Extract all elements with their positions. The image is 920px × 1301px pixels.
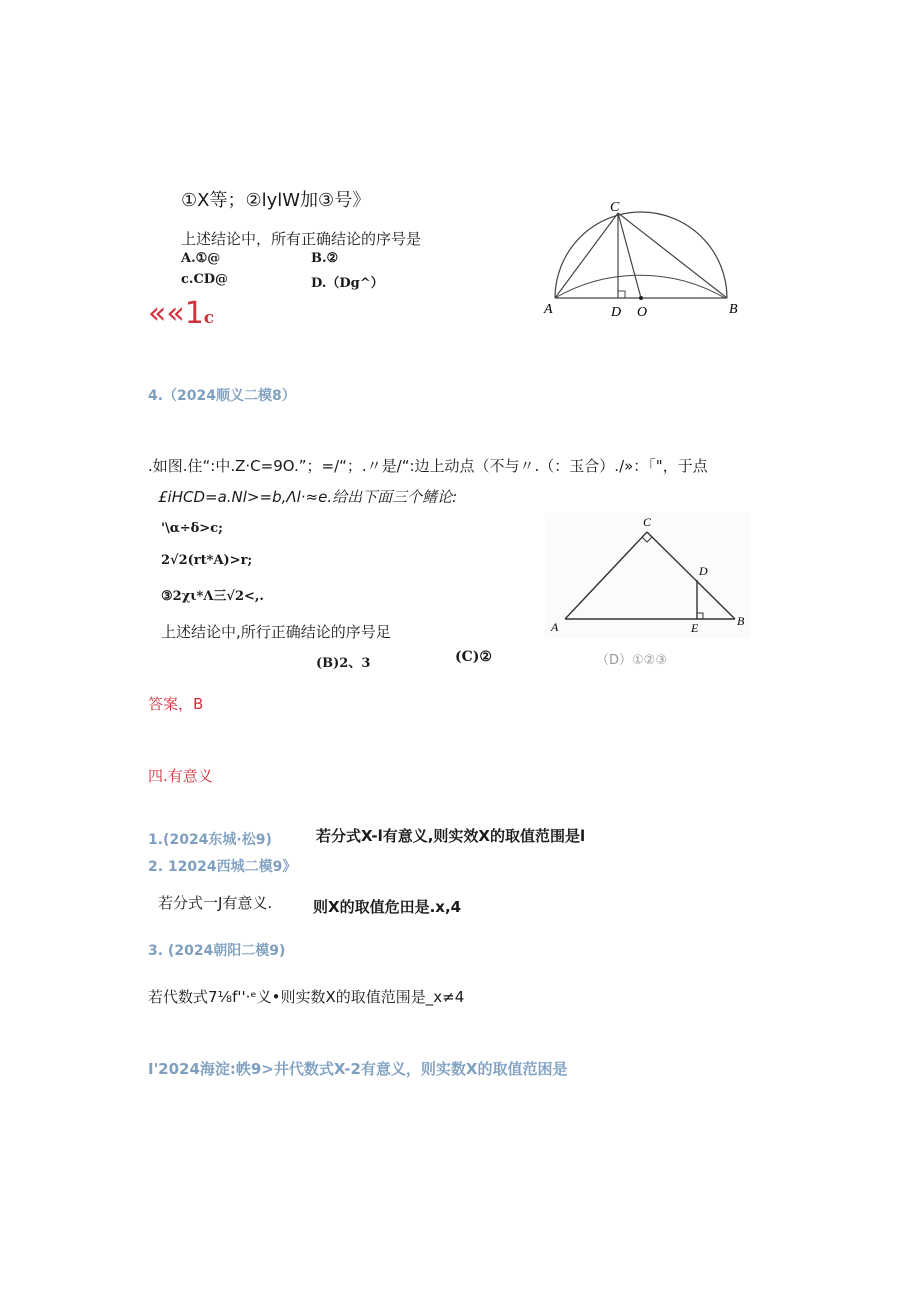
label-b2: B	[737, 614, 745, 628]
segment-co	[618, 213, 641, 298]
label-d2: D	[699, 564, 708, 578]
label-c2: C	[643, 515, 652, 529]
answer-mark	[148, 296, 214, 331]
item4-line: I'2024海淀:帙9>井代数式X-2有意义，则实数X的取值范困是	[148, 1060, 568, 1078]
label-d: D	[611, 305, 622, 320]
segment-cb	[618, 213, 727, 298]
label-a2: A	[551, 620, 559, 634]
item1-body: 若分式X-l有意义,则实效X的取值范围是l	[316, 827, 586, 845]
label-o: O	[637, 305, 648, 320]
item2-body-b: 则X的取值危田是.x,4	[313, 898, 462, 916]
q4-question: 上述结论中,所行正确结论的序号足	[161, 623, 391, 641]
option-b: B.②	[311, 251, 339, 266]
q4-option-c: (C)②	[455, 649, 492, 665]
answer-mark-small: c	[203, 308, 215, 328]
triangle-figure	[545, 513, 750, 638]
center-point-o	[639, 296, 643, 300]
option-c: c.CD@	[181, 272, 229, 287]
q4-header: 4.（2024顺义二模8）	[148, 388, 296, 404]
q4-line1: .如图.住“:中.Z·C=9O.”；=/“；.〃是/“:边上动点（不与〃.（：玉合）./»：「"，于点	[148, 457, 708, 475]
option-a: A.①@	[181, 251, 221, 266]
label-c: C	[610, 200, 620, 215]
semicircle-figure	[540, 195, 750, 325]
label-a: A	[544, 302, 553, 317]
label-b: B	[729, 302, 738, 317]
option-d: D.（Dg^）	[311, 276, 384, 291]
statements-line: ①X等；②lylW加③号》	[181, 190, 371, 211]
q4-statement-3: ③2χι*Λ三√2<,.	[161, 589, 264, 604]
item3-header: 3. (2024朝阳二模9)	[148, 943, 286, 959]
right-angle-mark	[618, 291, 625, 298]
item1-header: 1.(2024东城·松9)	[148, 832, 272, 848]
answer-mark-main: ««1	[148, 296, 204, 331]
item2-body-a: 若分式一J有意义.	[158, 894, 273, 912]
q4-answer: 答案，B	[148, 695, 204, 713]
item2-header: 2. 12024西城二模9》	[148, 859, 297, 875]
q4-option-b: (B)2、3	[316, 656, 371, 671]
q4-option-d: （D）①②③	[596, 653, 667, 668]
section-title: 四.有意义	[148, 767, 213, 785]
q4-statement-1: '\α÷δ>c;	[161, 521, 223, 536]
semicircle-arc-main	[555, 212, 727, 298]
segment-ac	[555, 213, 618, 298]
q4-statement-2: 2√2(rt*A)>r;	[161, 553, 253, 568]
question-text: 上述结论中，所有正确结论的序号是	[181, 230, 422, 248]
q4-line2: £iHCD=a.Nl>=b,Λl·≈e.给出下面三个鳍论:	[158, 488, 458, 506]
label-e2: E	[691, 621, 699, 635]
item3-body: 若代数式7⅛f''·ᵉ义•则实数X的取值范围是_x≠4	[148, 988, 465, 1006]
